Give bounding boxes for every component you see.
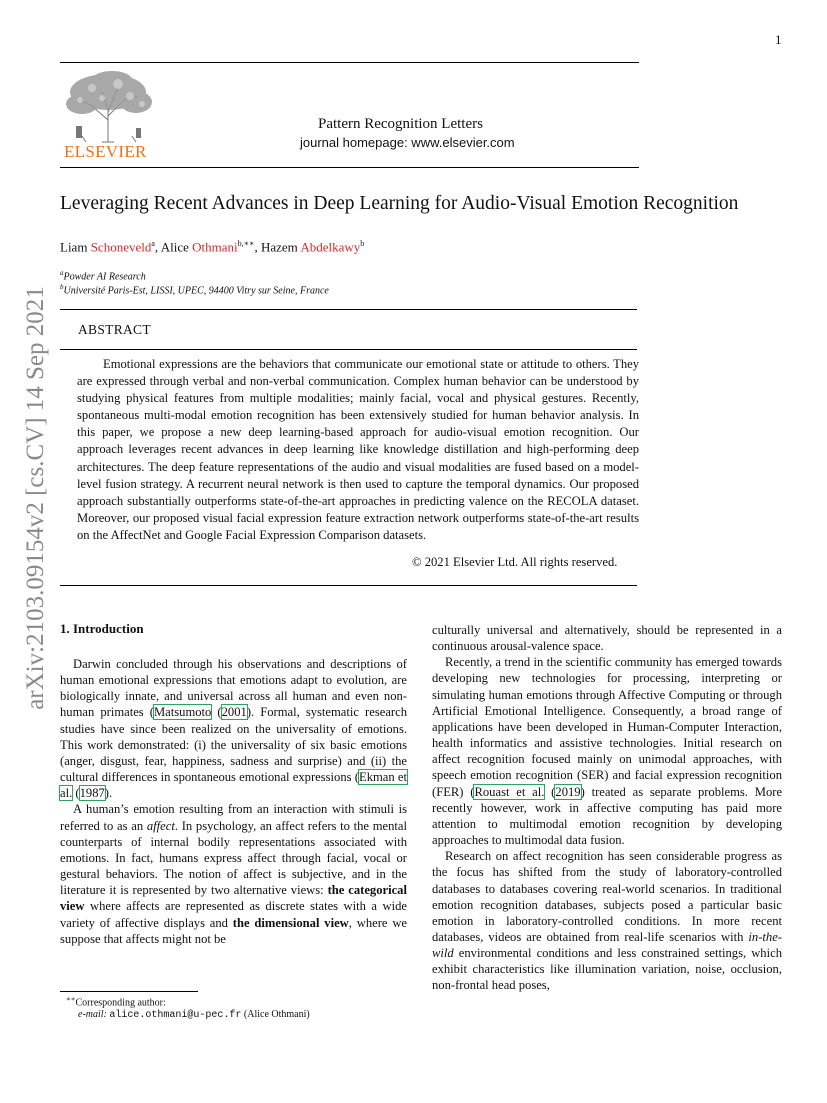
journal-name: Pattern Recognition Letters <box>318 116 483 132</box>
citation-link[interactable]: Ekman et al. <box>60 770 408 801</box>
paragraph-text: Research on affect recognition has seen considerable progress as the focus has shifted from the study of laboratory-controlled databases to databases covering real-world scenarios. In traditional emotion recognition databases, subjects posed a particular basic emotion in laboratory-controlled conditions. In more recent databases, videos are obtained from real-life scenarios with <box>432 849 782 944</box>
email-link[interactable]: alice.othmani@u-pec.fr <box>109 1010 242 1021</box>
author-first-name: Alice <box>160 239 189 255</box>
italic-term: affect <box>146 818 175 833</box>
abstract-heading-rule <box>60 349 637 350</box>
paragraph-text: A human’s emotion resulting from an interaction with stimuli is referred to as an <box>60 802 407 833</box>
footnote-rule <box>60 991 198 992</box>
left-column <box>60 656 407 947</box>
footnote-mark: ∗∗ <box>66 995 76 1003</box>
right-column <box>432 622 782 994</box>
author-first-name: Liam <box>60 239 88 255</box>
email-owner: (Alice Othmani) <box>243 1009 310 1020</box>
affiliation <box>60 269 146 282</box>
arxiv-sidebar <box>16 285 56 710</box>
footnote-corresponding <box>66 995 166 1008</box>
section-heading: 1. Introduction <box>60 621 144 636</box>
author-affiliation-mark: b <box>360 239 365 248</box>
elsevier-wordmark: ELSEVIER <box>64 142 147 161</box>
author-list: Liam Schoneveld$^a$, Alice Othmani$^{b,∗∗}$, Hazem Abdelkawy$^b$ <box>60 239 365 255</box>
abstract-text: Emotional expressions are the behaviors that communicate our emotional state or attitude to others. They are expressed through verbal and non-verbal communication. Complex human behavior can be understood by studying physical features from multiple modalities; mainly facial, vocal and physical gestures. Recently, spontaneous multi-modal emotion recognition has been extensively studied for human behavior analysis. In this paper, we propose a new deep learning-based approach for audio-visual emotion recognition. Our approach leverages recent advances in deep learning like knowledge distillation and high-performing deep architectures. The deep feature representations of the audio and visual modalities are fused based on a model-level fusion strategy. A recurrent neural network is then used to capture the temporal dynamics. Our proposed approach substantially outperforms state-of-the-art approaches in predicting valence on the RECOLA dataset. Moreover, our proposed visual facial expression feature extraction network outperforms state-of-the-art results on the AffectNet and Google Facial Expression Comparison datasets. <box>77 357 639 542</box>
author-link[interactable]: Abdelkawy <box>300 239 361 255</box>
paragraph <box>60 801 407 946</box>
affiliation <box>60 283 329 296</box>
author-link[interactable]: Schoneveld <box>90 239 152 255</box>
paragraph: culturally universal and alternatively, should be represented in a continuous arousal-valence space. <box>432 623 782 654</box>
header-bottom-rule <box>60 167 639 168</box>
footnote-text: Corresponding author: <box>75 997 166 1009</box>
abstract-bottom-rule <box>60 585 637 586</box>
citation-link[interactable]: Matsumoto <box>153 705 212 720</box>
abstract-top-rule <box>60 309 637 310</box>
citation-year-link[interactable]: 1987 <box>79 786 105 801</box>
abstract-heading: ABSTRACT <box>78 322 151 337</box>
paragraph-text: environmental conditions and less constrained settings, which exhibit characteristics like illumination variation, noise, occlusion, non-frontal head poses, <box>432 946 782 993</box>
paragraph-text: ) treated as separate problems. More recently however, work in affective computing has paid more attention to multimodal emotion recognition by developing approaches to multimodal data fusion. <box>432 784 783 848</box>
paragraph <box>432 848 782 993</box>
footnote-email <box>78 1009 310 1021</box>
copyright-notice: © 2021 Elsevier Ltd. All rights reserved. <box>412 555 618 569</box>
arxiv-identifier: arXiv:2103.09154v2 [cs.CV] 14 Sep 2021 <box>22 285 49 710</box>
bold-term: the categorical view <box>60 883 407 914</box>
elsevier-tree-logo <box>62 70 154 144</box>
paragraph: Darwin concluded through his observations and descriptions of human emotional expressions that emotions adapt to evolution, are biologically innate, and universal across all human and even non-human primates (Matsumoto (2001). Formal, systematic research studies have since been realized on the universality of emotions. This work demonstrated: (i) the universality of six basic emotions (anger, disgust, fear, happiness, sadness and surprise) and (ii) the cultural differences in spontaneous emotional expressions (Ekman et al. (1987). <box>60 657 408 801</box>
bold-term: the dimensional view <box>232 915 349 930</box>
author-affiliation-mark: a <box>151 239 155 248</box>
email-label: e-mail: <box>78 1009 107 1020</box>
page-number: 1 <box>775 32 782 47</box>
paragraph: Recently, a trend in the scientific community has emerged towards developing new technologies for processing, interpreting or simulating human emotions through Affective Computing or through Artificial Emotional Intelligence. Consequently, a broad range of applications have been developed in Human-Computer Interaction, health informatics and assistive technologies. Initial research on affect recognition focused mainly on unimodal approaches, with speech emotion recognition (SER) and facial expression recognition (FER) (Rouast et al. (2019) treated as separate problems. More recently however, work in affective computing has paid more attention to multimodal emotion recognition by developing approaches to multimodal data fusion. <box>432 655 783 848</box>
author-first-name: Hazem <box>260 239 298 255</box>
paper-title: Leveraging Recent Advances in Deep Learning for Audio-Visual Emotion Recognition <box>60 193 739 214</box>
affiliation-text: Powder AI Research <box>63 271 146 283</box>
header-top-rule <box>60 62 639 63</box>
citation-year-link[interactable]: 2019 <box>555 784 581 799</box>
paragraph-text: ). <box>104 786 113 801</box>
paragraph-text: Darwin concluded through his observations and descriptions of human emotional expressions that emotions adapt to evolution, are biologically innate, and universal across all human and even non-human primates ( <box>60 657 407 720</box>
paragraph-text: where affects are represented as discrete states with a wide variety of affective displays and <box>60 899 407 930</box>
paragraph-text: Recently, a trend in the scientific community has emerged towards developing new technologies for processing, interpreting or simulating human emotions through Affective Computing or through Artificial Emotional Intelligence. Consequently, a broad range of applications have been developed in Human-Computer Interaction, health informatics and assistive technologies. Initial research on affect recognition focused mainly on unimodal approaches, with speech emotion recognition (SER) and facial expression recognition (FER) ( <box>432 655 782 799</box>
author-link[interactable]: Othmani <box>192 239 238 255</box>
citation-link[interactable]: Rouast et al. <box>474 784 545 799</box>
paragraph-text: ). Formal, systematic research studies have since been realized on the universality of emotions. This work demonstrated: (i) the universality of six basic emotions (anger, disgust, fear, happiness, sadness and surprise) and (ii) the cultural differences in spontaneous emotional expressions ( <box>60 705 407 785</box>
affiliation-mark: a <box>60 269 64 277</box>
paragraph-text: , where we suppose that affects might not be <box>60 915 407 946</box>
affiliation-text: Université Paris-Est, LISSI, UPEC, 94400 Vitry sur Seine, France <box>63 285 329 297</box>
journal-homepage: journal homepage: www.elsevier.com <box>300 135 515 150</box>
italic-term: in-the-wild <box>432 929 782 961</box>
paragraph-text: . In psychology, an affect refers to the mental counterparts of internal bodily representations associated with emotions. In fact, humans express affect through facial, vocal or gestural behaviors. The notion of affect is subjective, and in the literature it is represented by two alternative views: <box>60 818 407 898</box>
affiliation-mark: b <box>60 283 64 291</box>
author-affiliation-mark: b,∗∗ <box>237 239 255 248</box>
citation-year-link[interactable]: 2001 <box>221 705 247 720</box>
